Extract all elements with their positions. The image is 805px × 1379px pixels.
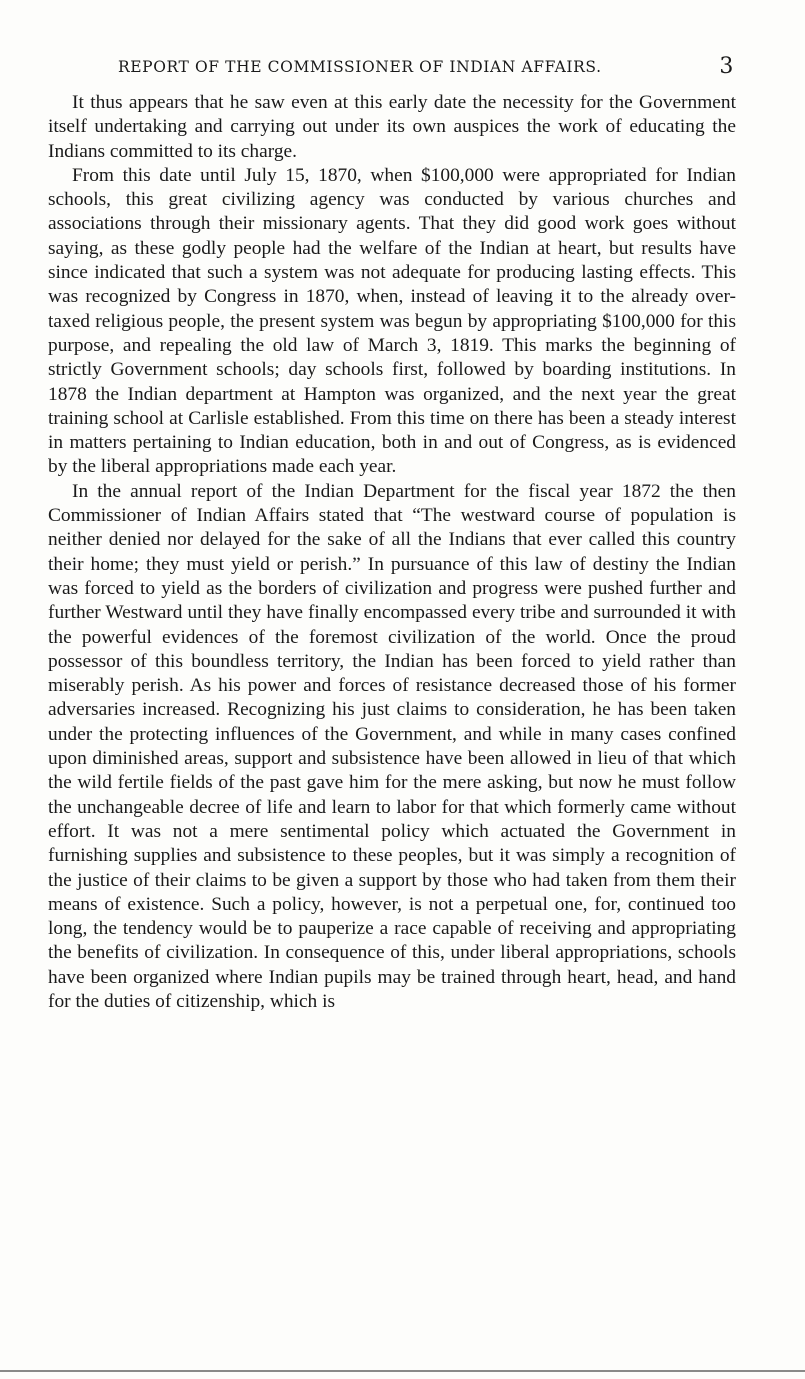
running-title: REPORT OF THE COMMISSIONER OF INDIAN AFFAIRS. — [118, 58, 602, 76]
body-text — [48, 91, 736, 1014]
paragraph-1: It thus appears that he saw even at this early date the necessity for the Government itself undertaking and carrying out under its own auspices the work of educating the Indians committed to its charge. — [48, 92, 736, 162]
page-number: 3 — [719, 54, 734, 79]
page-edge-rule — [0, 1370, 805, 1372]
paragraph-3: In the annual report of the Indian Department for the fiscal year 1872 the then Commissioner of Indian Affairs stated that “The westward course of population is neither denied nor delayed for the sake of all the Indians that ever called this country their home; they must yield or perish.” In pursuance of this law of destiny the Indian was forced to yield as the borders of civilization and progress were pushed further and further Westward until they have finally encompassed every tribe and surrounded it with the powerful evidences of the foremost civilization of the world. Once the proud possessor of this boundless territory, the Indian has been forced to yield rather than miserably perish. As his power and forces of resistance decreased those of his former adversaries increased. Recognizing his just claims to consideration, he has been taken under the protecting influences of the Government, and while in many cases confined upon diminished areas, support and subsistence have been allowed in lieu of that which the wild fertile fields of the past gave him for the mere asking, but now he must follow the unchangeable decree of life and learn to labor for that which formerly came without effort. It was not a mere sentimental policy which actuated the Government in furnishing supplies and subsistence to these peoples, but it was simply a recognition of the justice of their claims to be given a support by those who had taken from them their means of existence. Such a policy, however, is not a perpetual one, for, continued too long, the tendency would be to pauperize a race capable of receiving and appropriating the benefits of civilization. In consequence of this, under liberal appropriations, schools have been organized where Indian pupils may be trained through heart, head, and hand for the duties of citizenship, which is — [48, 480, 736, 1012]
paragraph-2: From this date until July 15, 1870, when $100,000 were appropriated for Indian schools, this great civilizing agency was conducted by various churches and associations through their missionary agents. That they did good work goes without saying, as these godly people had the welfare of the Indian at heart, but results have since indicated that such a system was not adequate for producing lasting effects. This was recognized by Congress in 1870, when, instead of leaving it to the already over-taxed religious people, the present system was begun by appropriating $100,000 for this purpose, and repealing the old law of March 3, 1819. This marks the beginning of strictly Government schools; day schools first, followed by boarding institutions. In 1878 the Indian department at Hampton was organized, and the next year the great training school at Carlisle established. From this time on there has been a steady interest in matters pertaining to Indian education, both in and out of Congress, as is evidenced by the liberal appropriations made each year. — [48, 164, 736, 478]
running-header — [118, 54, 738, 82]
